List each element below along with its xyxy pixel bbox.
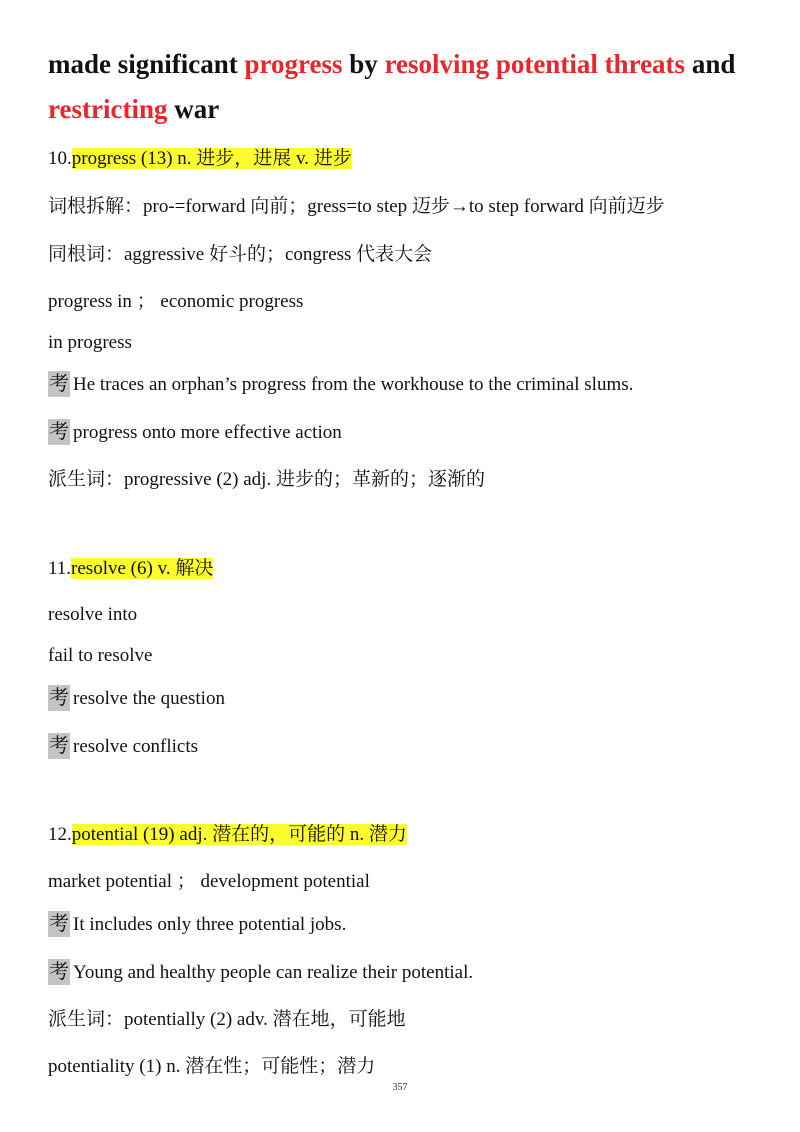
example-text: He traces an orphan’s progress from the workhouse to the criminal slums. xyxy=(73,374,634,395)
exam-tag: 考 xyxy=(49,913,69,935)
title-part-highlight: progress xyxy=(244,49,343,79)
page-title xyxy=(48,42,768,132)
entry-10-header xyxy=(48,146,352,172)
entry-headword: potential (19) adj. 潜在的，可能的 n. 潜力 xyxy=(71,824,407,845)
etymology-line: 词根拆解：pro-=forward 向前；gress=to step 迈步→to step forward 向前迈步 xyxy=(48,196,665,217)
exam-tag: 考 xyxy=(49,961,69,983)
entry-number: 11. xyxy=(48,558,72,579)
example-text: Young and healthy people can realize their potential. xyxy=(73,962,474,983)
entry-12-header xyxy=(48,822,407,848)
exam-tag: 考 xyxy=(49,421,69,443)
title-part-highlight: resolving potential threats xyxy=(384,49,686,79)
exam-example xyxy=(48,685,225,712)
derived-line: 派生词：progressive (2) adj. 进步的；革新的；逐渐的 xyxy=(48,469,485,490)
entry-11-header xyxy=(48,556,213,582)
phrase-line: progress in ； economic progress xyxy=(48,291,304,312)
example-text: progress onto more effective action xyxy=(73,422,342,443)
exam-tag: 考 xyxy=(49,373,69,395)
title-part: and xyxy=(685,49,736,79)
title-part-highlight: restricting xyxy=(48,94,168,124)
phrase-line: fail to resolve xyxy=(48,645,153,666)
phrase-line: resolve into xyxy=(48,604,138,625)
entry-number: 12. xyxy=(48,824,72,845)
cognate-line: 同根词：aggressive 好斗的；congress 代表大会 xyxy=(48,244,433,265)
exam-example xyxy=(48,419,342,446)
derived-line: potentiality (1) n. 潜在性；可能性；潜力 xyxy=(48,1056,376,1077)
entry-number: 10. xyxy=(48,148,72,169)
example-text: resolve conflicts xyxy=(73,736,199,757)
exam-example xyxy=(48,911,346,938)
derived-line: 派生词：potentially (2) adv. 潜在地，可能地 xyxy=(48,1009,406,1030)
exam-tag: 考 xyxy=(49,687,69,709)
phrase-line: market potential ； development potential xyxy=(48,871,370,892)
phrase-line: in progress xyxy=(48,332,132,353)
exam-example xyxy=(48,371,633,398)
entry-headword: progress (13) n. 进步，进展 v. 进步 xyxy=(71,148,352,169)
example-text: It includes only three potential jobs. xyxy=(73,914,347,935)
exam-tag: 考 xyxy=(49,735,69,757)
exam-example xyxy=(48,733,198,760)
title-part: war xyxy=(167,94,220,124)
title-part: by xyxy=(342,49,385,79)
example-text: resolve the question xyxy=(73,688,225,709)
title-part: made significant xyxy=(48,49,245,79)
entry-headword: resolve (6) v. 解决 xyxy=(71,558,214,579)
exam-example xyxy=(48,959,473,986)
page-number: 357 xyxy=(392,1082,408,1093)
